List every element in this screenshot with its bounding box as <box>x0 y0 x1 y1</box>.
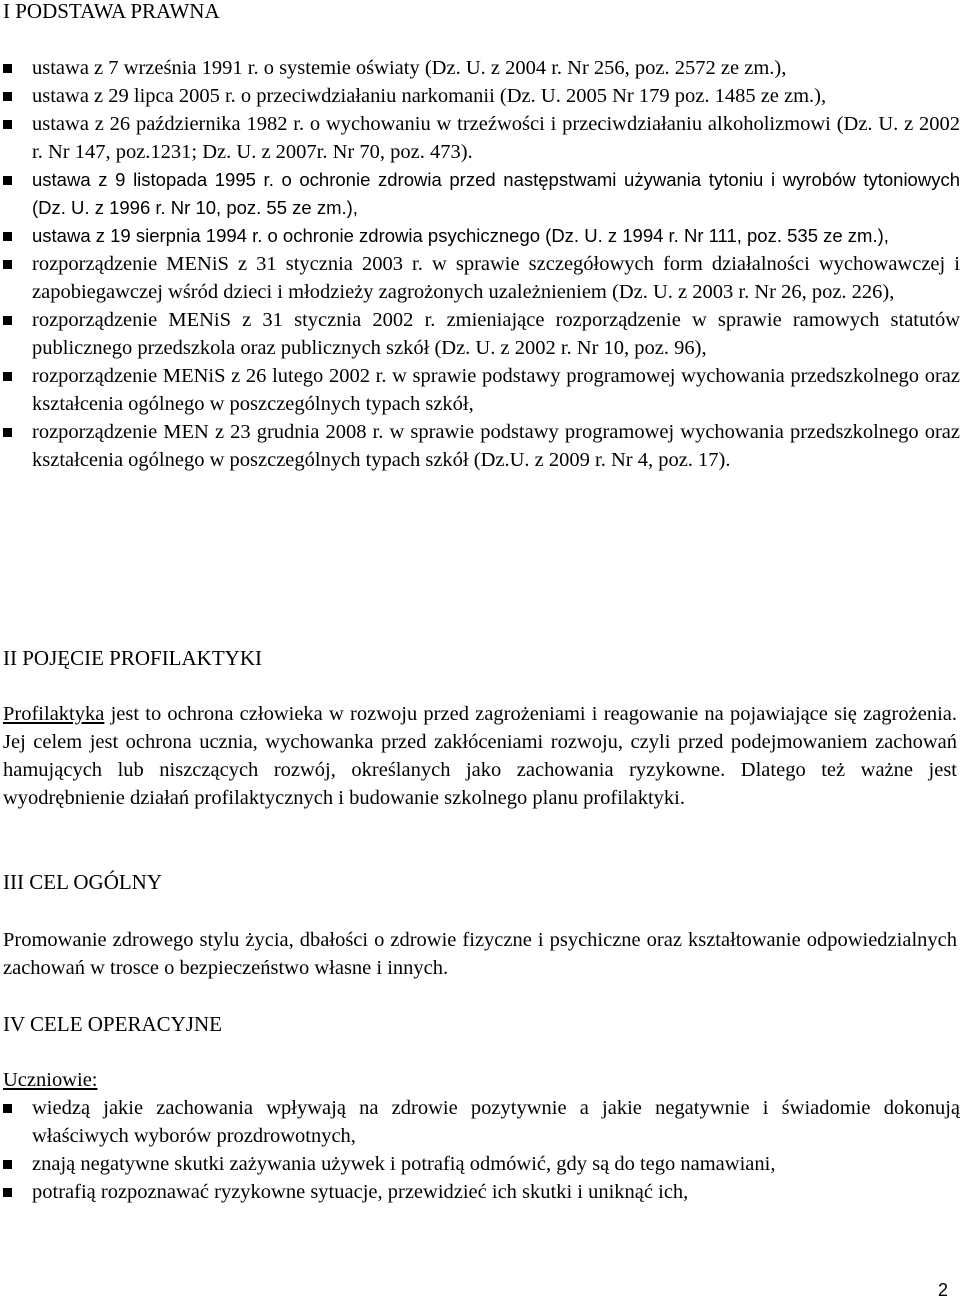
students-label: Uczniowie: <box>3 1069 98 1091</box>
concept-paragraph <box>3 700 957 812</box>
list-item: wiedzą jakie zachowania wpływają na zdrowie pozytywnie a jakie negatywnie i świadomie dokonują właściwych wyborów prozdrowotnych, <box>0 1094 960 1150</box>
list-item: rozporządzenie MEN z 23 grudnia 2008 r. w sprawie podstawy programowej wychowania przedszkolnego oraz kształcenia ogólnego w poszczególnych typach szkół (Dz.U. z 2009 r. Nr 4, poz. 17). <box>0 418 960 474</box>
concept-text: jest to ochrona człowieka w rozwoju przed zagrożeniami i reagowanie na pojawiające się zagrożenia. Jej celem jest ochrona ucznia, wychowanka przed zakłóceniami rozwoju, czyli przed podejmowaniem zachowań hamujących lub niszczących rozwój, określanych jako zachowania ryzykowne. Dlatego też ważne jest wyodrębnienie działań profilaktycznych i budowanie szkolnego planu profilaktyki. <box>3 703 957 809</box>
list-item: znają negatywne skutki zażywania używek i potrafią odmówić, gdy są do tego namawiani, <box>0 1150 960 1178</box>
general-goal-paragraph: Promowanie zdrowego stylu życia, dbałości o zdrowie fizyczne i psychiczne oraz kształtowanie odpowiedzialnych zachowań w trosce o bezpieczeństwo własne i innych. <box>3 929 957 979</box>
section-heading-operational-goals: IV CELE OPERACYJNE <box>3 1012 222 1036</box>
concept-term: Profilaktyka <box>3 703 105 725</box>
list-item: ustawa z 26 października 1982 r. o wychowaniu w trzeźwości i przeciwdziałaniu alkoholizmowi (Dz. U. z 2002 r. Nr 147, poz.1231; Dz. U. z 2007r. Nr 70, poz. 473). <box>0 110 960 166</box>
list-item: ustawa z 7 września 1991 r. o systemie oświaty (Dz. U. z 2004 r. Nr 256, poz. 2572 ze zm.), <box>0 54 960 82</box>
section-heading-concept: II POJĘCIE PROFILAKTYKI <box>3 646 262 670</box>
section-heading-legal-basis: I PODSTAWA PRAWNA <box>3 0 220 23</box>
list-item: ustawa z 9 listopada 1995 r. o ochronie zdrowia przed następstwami używania tytoniu i wyrobów tytoniowych (Dz. U. z 1996 r. Nr 10, poz. 55 ze zm.), <box>0 166 960 222</box>
list-item: rozporządzenie MENiS z 26 lutego 2002 r. w sprawie podstawy programowej wychowania przedszkolnego oraz kształcenia ogólnego w poszczególnych typach szkół, <box>0 362 960 418</box>
list-item: potrafią rozpoznawać ryzykowne sytuacje, przewidzieć ich skutki i uniknąć ich, <box>0 1178 960 1206</box>
page-number: 2 <box>938 1280 949 1300</box>
section-heading-general-goal: III CEL OGÓLNY <box>3 870 163 894</box>
list-item: ustawa z 19 sierpnia 1994 r. o ochronie zdrowia psychicznego (Dz. U. z 1994 r. Nr 111, poz. 535 ze zm.), <box>0 222 960 250</box>
operational-goals-list <box>0 1094 960 1206</box>
list-item: ustawa z 29 lipca 2005 r. o przeciwdziałaniu narkomanii (Dz. U. 2005 Nr 179 poz. 1485 ze zm.), <box>0 82 960 110</box>
list-item: rozporządzenie MENiS z 31 stycznia 2002 r. zmieniające rozporządzenie w sprawie ramowych statutów publicznego przedszkola oraz publicznych szkół (Dz. U. z 2002 r. Nr 10, poz. 96), <box>0 306 960 362</box>
list-item: rozporządzenie MENiS z 31 stycznia 2003 r. w sprawie szczegółowych form działalności wychowawczej i zapobiegawczej wśród dzieci i młodzieży zagrożonych uzależnieniem (Dz. U. z 2003 r. Nr 26, poz. 226), <box>0 250 960 306</box>
operational-goals-subheading <box>3 1066 957 1094</box>
legal-basis-list <box>0 54 960 474</box>
